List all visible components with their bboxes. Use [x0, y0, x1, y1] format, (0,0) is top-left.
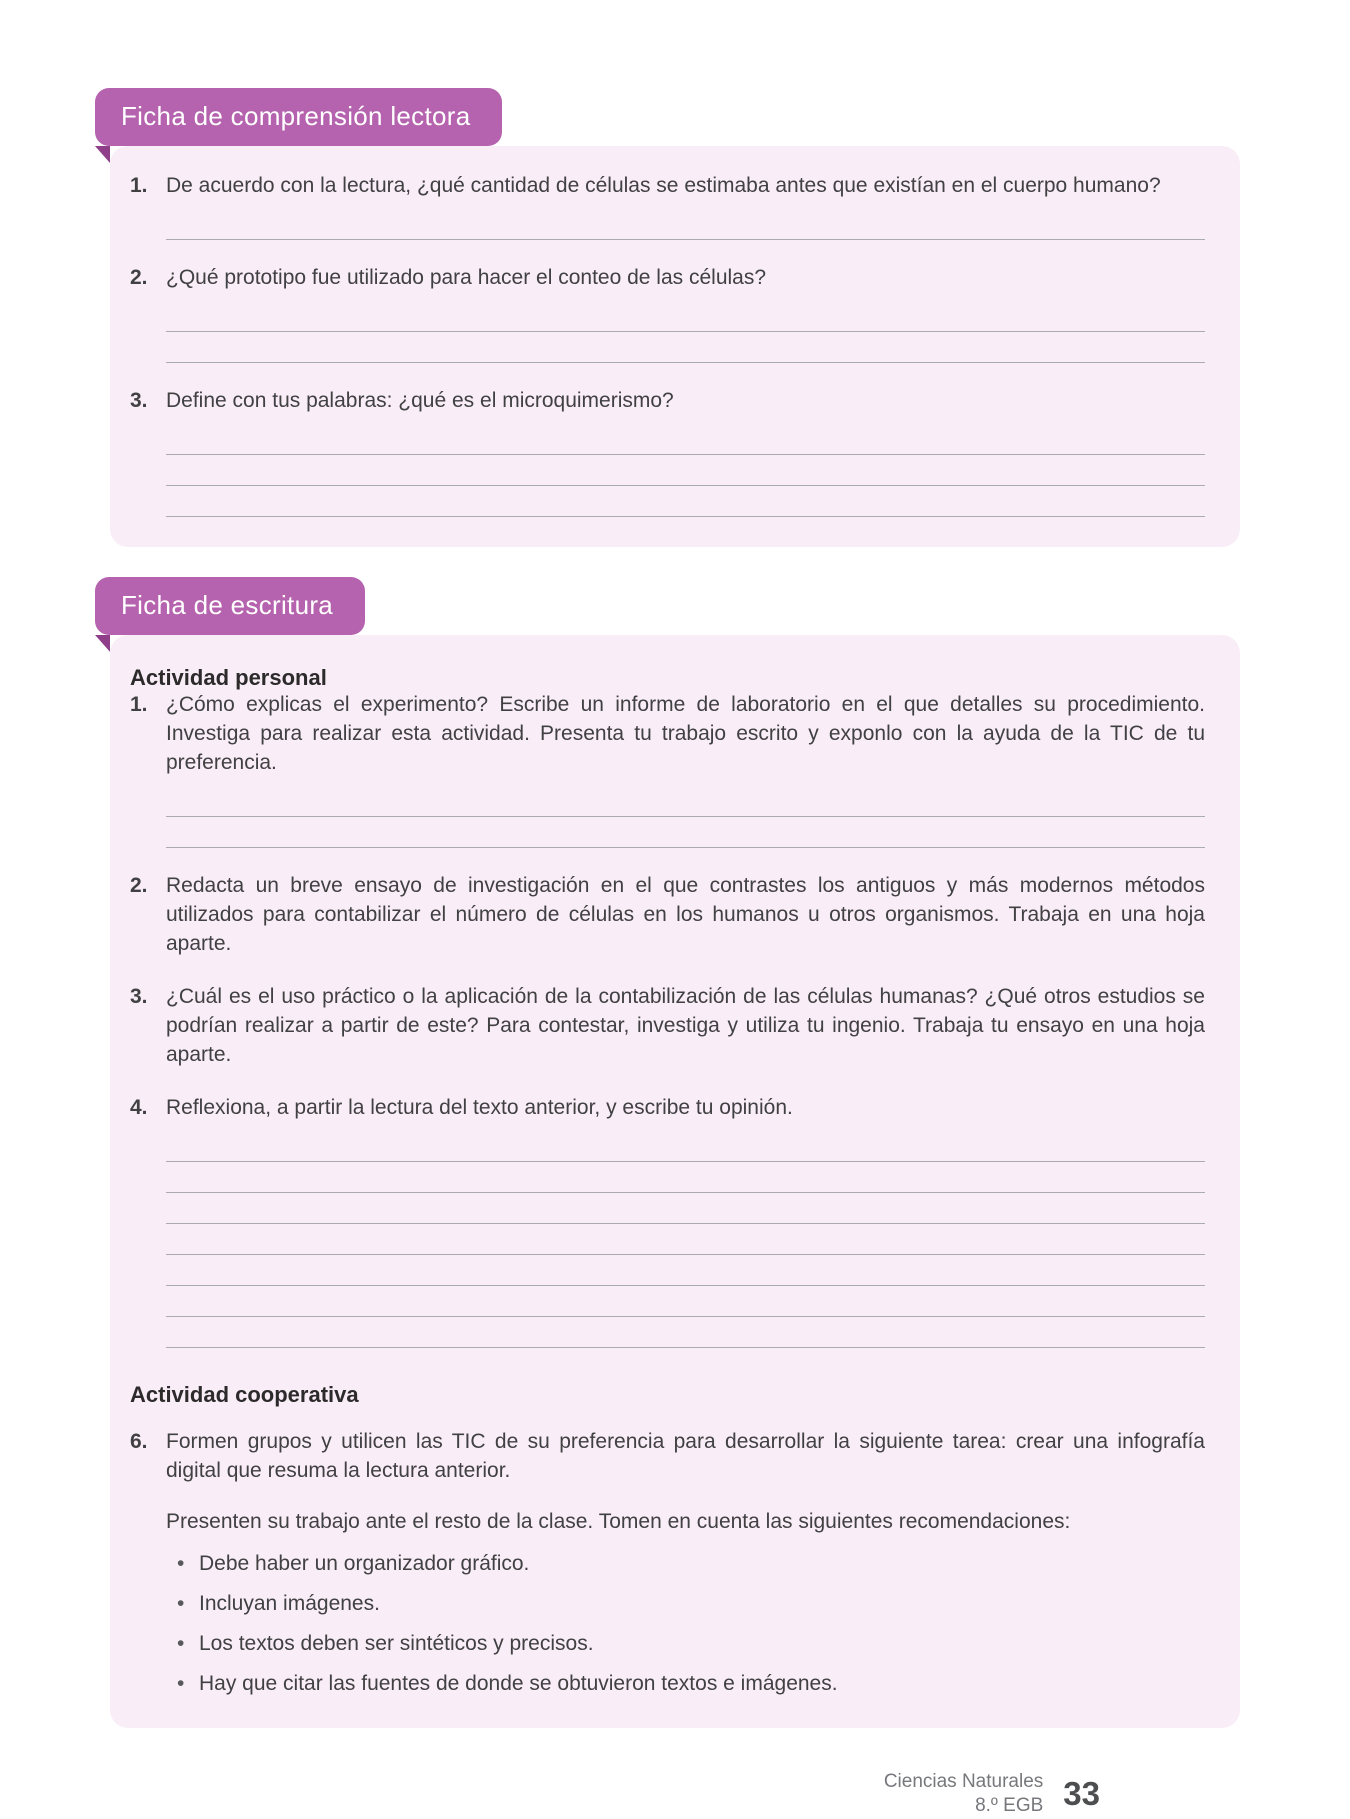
answer-lines [166, 209, 1205, 240]
item-text: Formen grupos y utilicen las TIC de su preferencia para desarrollar la siguiente tarea: crear una infografía digital que resuma la lectura anterior. [166, 1429, 1205, 1482]
recommendations-list [177, 1550, 1205, 1698]
answer-line [166, 486, 1205, 517]
answer-lines [166, 424, 1205, 517]
writing-item-3 [130, 983, 1205, 1070]
answer-line [166, 786, 1205, 817]
list-item [177, 1590, 1205, 1617]
personal-activity-heading: Actividad personal [130, 664, 327, 690]
writing-item-2 [130, 872, 1205, 959]
question-number: 2. [130, 265, 148, 289]
question-text: De acuerdo con la lectura, ¿qué cantidad de células se estimaba antes que existían en el cuerpo humano? [166, 174, 1161, 197]
bullet-icon: • [177, 1551, 185, 1575]
writing-section-panel [110, 635, 1240, 1728]
reading-section-panel [110, 146, 1240, 547]
reading-comprehension-section [95, 88, 1240, 547]
item-number: 3. [130, 984, 148, 1008]
item-number: 1. [130, 692, 148, 716]
writing-item-1 [130, 691, 1205, 848]
page-number: 33 [1063, 1775, 1100, 1813]
answer-lines [166, 1131, 1205, 1348]
writing-section [95, 577, 1240, 1728]
answer-line [166, 1286, 1205, 1317]
question-text: Define con tus palabras: ¿qué es el microquimerismo? [166, 388, 674, 412]
footer-meta [884, 1770, 1043, 1819]
answer-line [166, 1162, 1205, 1193]
item-number: 6. [130, 1429, 148, 1453]
bullet-icon: • [177, 1672, 185, 1696]
item-body [166, 1428, 1205, 1486]
reading-section-tab [95, 88, 502, 146]
answer-line [166, 1224, 1205, 1255]
writing-section-tab [95, 577, 365, 635]
question-body [166, 387, 1205, 517]
answer-line [166, 1193, 1205, 1224]
footer-grade: 8.º EGB [975, 1795, 1044, 1817]
writing-item-4 [130, 1094, 1205, 1348]
list-item-text: Hay que citar las fuentes de donde se obtuvieron textos e imágenes. [199, 1672, 838, 1696]
answer-line [166, 1131, 1205, 1162]
list-item-text: Incluyan imágenes. [199, 1591, 380, 1615]
item-body [166, 691, 1205, 848]
footer-subject: Ciencias Naturales [883, 1770, 1044, 1792]
item-text: ¿Cómo explicas el experimento? Escribe un informe de laboratorio en el que detalles su procedimiento. Investiga para realizar esta actividad. Presenta tu trabajo escrito y exponlo con la ayuda de la TIC de tu preferencia. [166, 692, 1205, 774]
item-body [166, 872, 1205, 959]
answer-line [166, 1317, 1205, 1348]
list-item [177, 1670, 1205, 1697]
writing-item-6 [130, 1428, 1205, 1486]
answer-line [166, 209, 1205, 240]
question-number: 3. [130, 388, 148, 412]
answer-line [166, 332, 1205, 363]
reading-question-3 [130, 387, 1205, 517]
cooperative-intro: Presenten su trabajo ante el resto de la clase. Tomen en cuenta las siguientes recomendaciones: [166, 1509, 1071, 1533]
item-text: Redacta un breve ensayo de investigación en el que contrastes los antiguos y más modernos métodos utilizados para contabilizar el número de células en los humanos u otros organismos. Trabaja en una hoja aparte. [166, 873, 1205, 955]
reading-question-2 [130, 264, 1205, 363]
question-number: 1. [130, 174, 148, 197]
cooperative-activity-heading: Actividad cooperativa [130, 1381, 359, 1407]
item-text: Reflexiona, a partir la lectura del texto anterior, y escribe tu opinión. [166, 1095, 793, 1119]
question-body [166, 172, 1205, 240]
answer-lines [166, 301, 1205, 363]
answer-lines [166, 786, 1205, 848]
answer-line [166, 1255, 1205, 1286]
item-number: 4. [130, 1095, 148, 1119]
list-item [177, 1550, 1205, 1577]
question-text: ¿Qué prototipo fue utilizado para hacer el conteo de las células? [166, 265, 767, 289]
bullet-icon: • [177, 1591, 185, 1615]
item-number: 2. [130, 873, 148, 897]
list-item-text: Debe haber un organizador gráfico. [199, 1551, 530, 1575]
question-body [166, 264, 1205, 363]
reading-question-1 [130, 172, 1205, 240]
answer-line [166, 301, 1205, 332]
answer-line [166, 455, 1205, 486]
item-body [166, 1094, 1205, 1348]
page-footer [95, 1770, 1240, 1819]
reading-section-title: Ficha de comprensión lectora [121, 101, 471, 131]
bullet-icon: • [177, 1632, 185, 1656]
answer-line [166, 817, 1205, 848]
item-text: ¿Cuál es el uso práctico o la aplicación de la contabilización de las células humanas? ¿Qué otros estudios se podrían realizar a partir de este? Para contestar, investiga y utiliza tu ingenio. Trabaja tu ensayo en una hoja aparte. [166, 984, 1205, 1066]
item-body [166, 983, 1205, 1070]
list-item-text: Los textos deben ser sintéticos y precisos. [199, 1632, 594, 1656]
writing-section-title: Ficha de escritura [121, 589, 334, 620]
answer-line [166, 424, 1205, 455]
list-item [177, 1630, 1205, 1657]
